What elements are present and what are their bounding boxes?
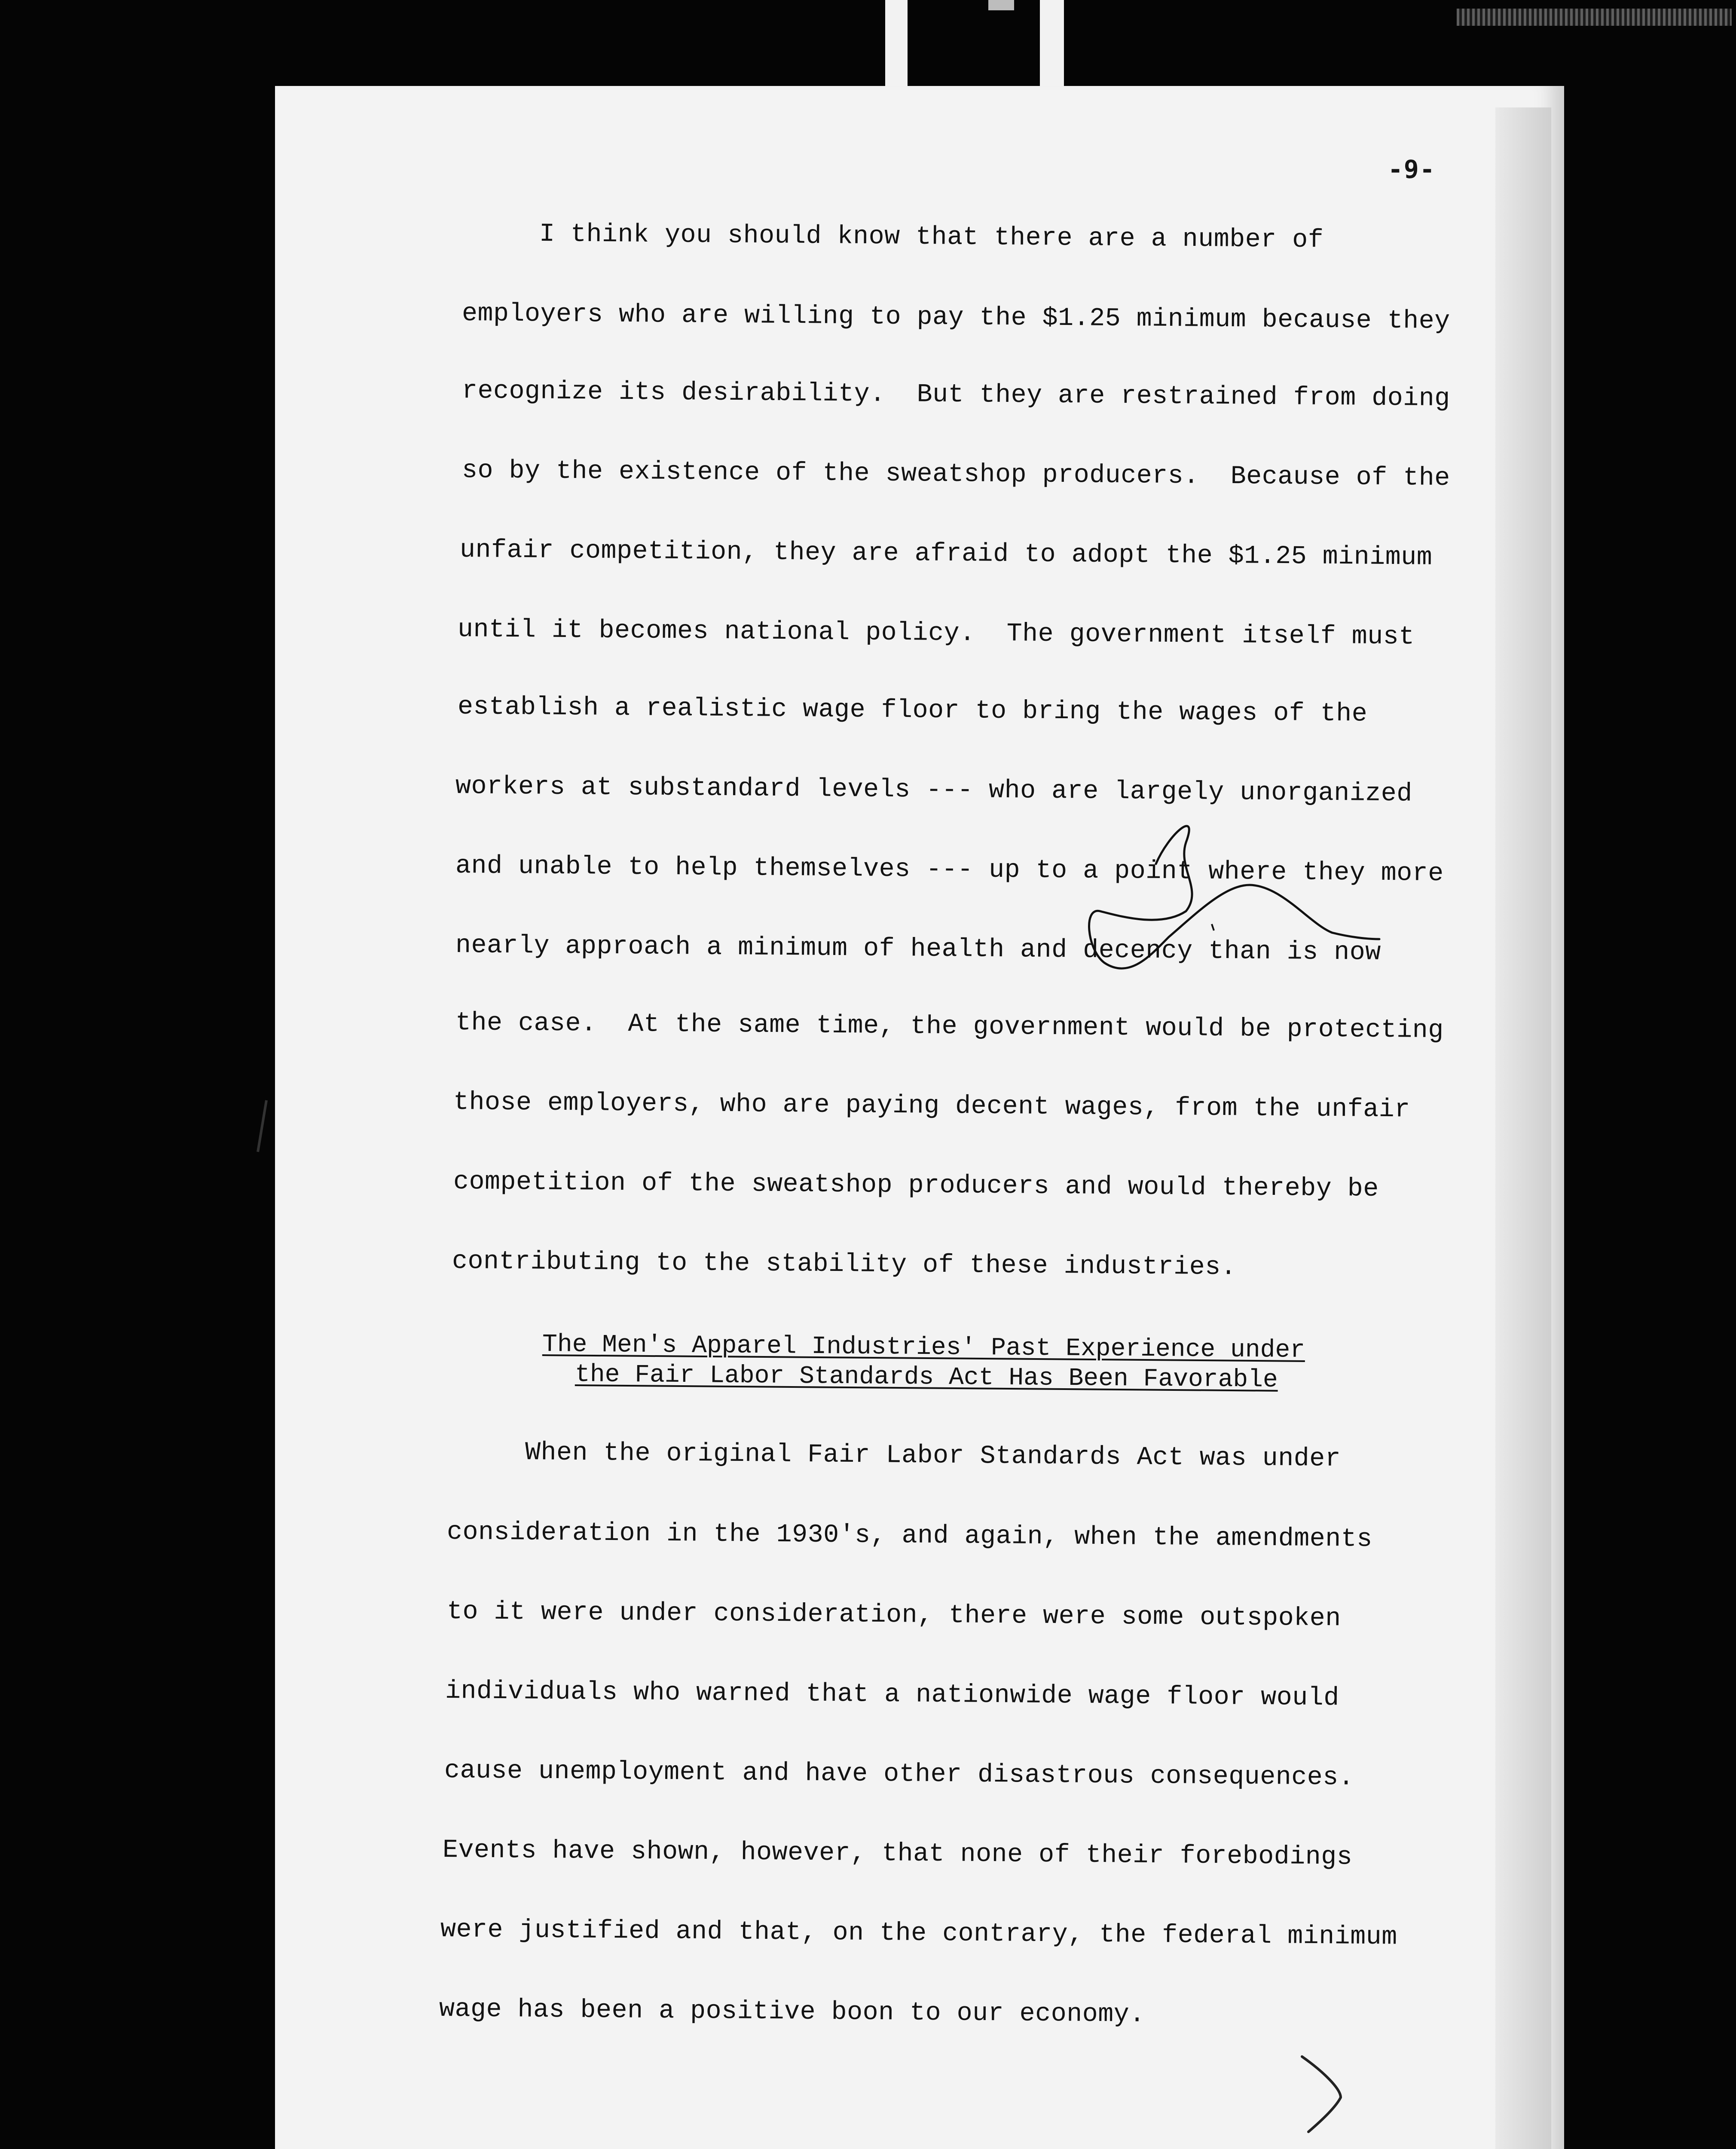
paragraph-1-line: unfair competition, they are afraid to adopt the $1.25 minimum [459, 536, 1433, 572]
paragraph-1-line: those employers, who are paying decent wages, from the unfair [453, 1088, 1411, 1125]
paragraph-2-line: wage has been a positive boon to our economy. [439, 1995, 1145, 2030]
page-number: -9- [1388, 155, 1436, 184]
paragraph-1-line: contributing to the stability of these industries. [452, 1247, 1237, 1283]
paragraph-2-line: Events have shown, however, that none of their forebodings [442, 1836, 1353, 1872]
page-edge-shadow [1495, 107, 1551, 2149]
paragraph-1-line: establish a realistic wage floor to bring the wages of the [457, 692, 1368, 729]
film-strip-top-right [1040, 0, 1064, 90]
paragraph-1-line: workers at substandard levels --- who are largely unorganized [455, 772, 1413, 809]
paragraph-1-line: and unable to help themselves --- up to a point where they more [455, 851, 1444, 889]
section-heading-line: the Fair Labor Standards Act Has Been Favorable [575, 1361, 1278, 1394]
paragraph-2-line: to it were under consideration, there were some outspoken [446, 1597, 1342, 1634]
film-edge-noise [1457, 9, 1732, 26]
paragraph-2-line: cause unemployment and have other disastrous consequences. [444, 1756, 1354, 1793]
paragraph-2-line: consideration in the 1930's, and again, when the amendments [446, 1518, 1373, 1554]
paragraph-1-line: nearly approach a minimum of health and decency than is now [455, 931, 1381, 967]
margin-mark [258, 1100, 266, 1152]
section-heading-line: The Men's Apparel Industries' Past Experience under [542, 1331, 1305, 1365]
paragraph-1-line: until it becomes national policy. The government itself must [457, 615, 1415, 652]
paragraph-1-line: employers who are willing to pay the $1.25 minimum because they [462, 299, 1451, 337]
paragraph-1-line: I think you should know that there are a number of [539, 220, 1324, 255]
paragraph-1-line: competition of the sweatshop producers and would thereby be [453, 1167, 1379, 1204]
film-strip-top-center [988, 0, 1014, 10]
paragraph-2-line: were justified and that, on the contrary, the federal minimum [440, 1915, 1398, 1952]
paragraph-1-line: the case. At the same time, the government would be protecting [455, 1008, 1444, 1046]
film-strip-top-left [885, 0, 908, 90]
paragraph-2-line: individuals who warned that a nationwide wage floor would [445, 1677, 1340, 1713]
paragraph-2-line: When the original Fair Labor Standards Act was under [525, 1438, 1341, 1474]
paragraph-1-line: so by the existence of the sweatshop producers. Because of the [462, 456, 1451, 493]
paragraph-1-line: recognize its desirability. But they are restrained from doing [462, 377, 1451, 414]
